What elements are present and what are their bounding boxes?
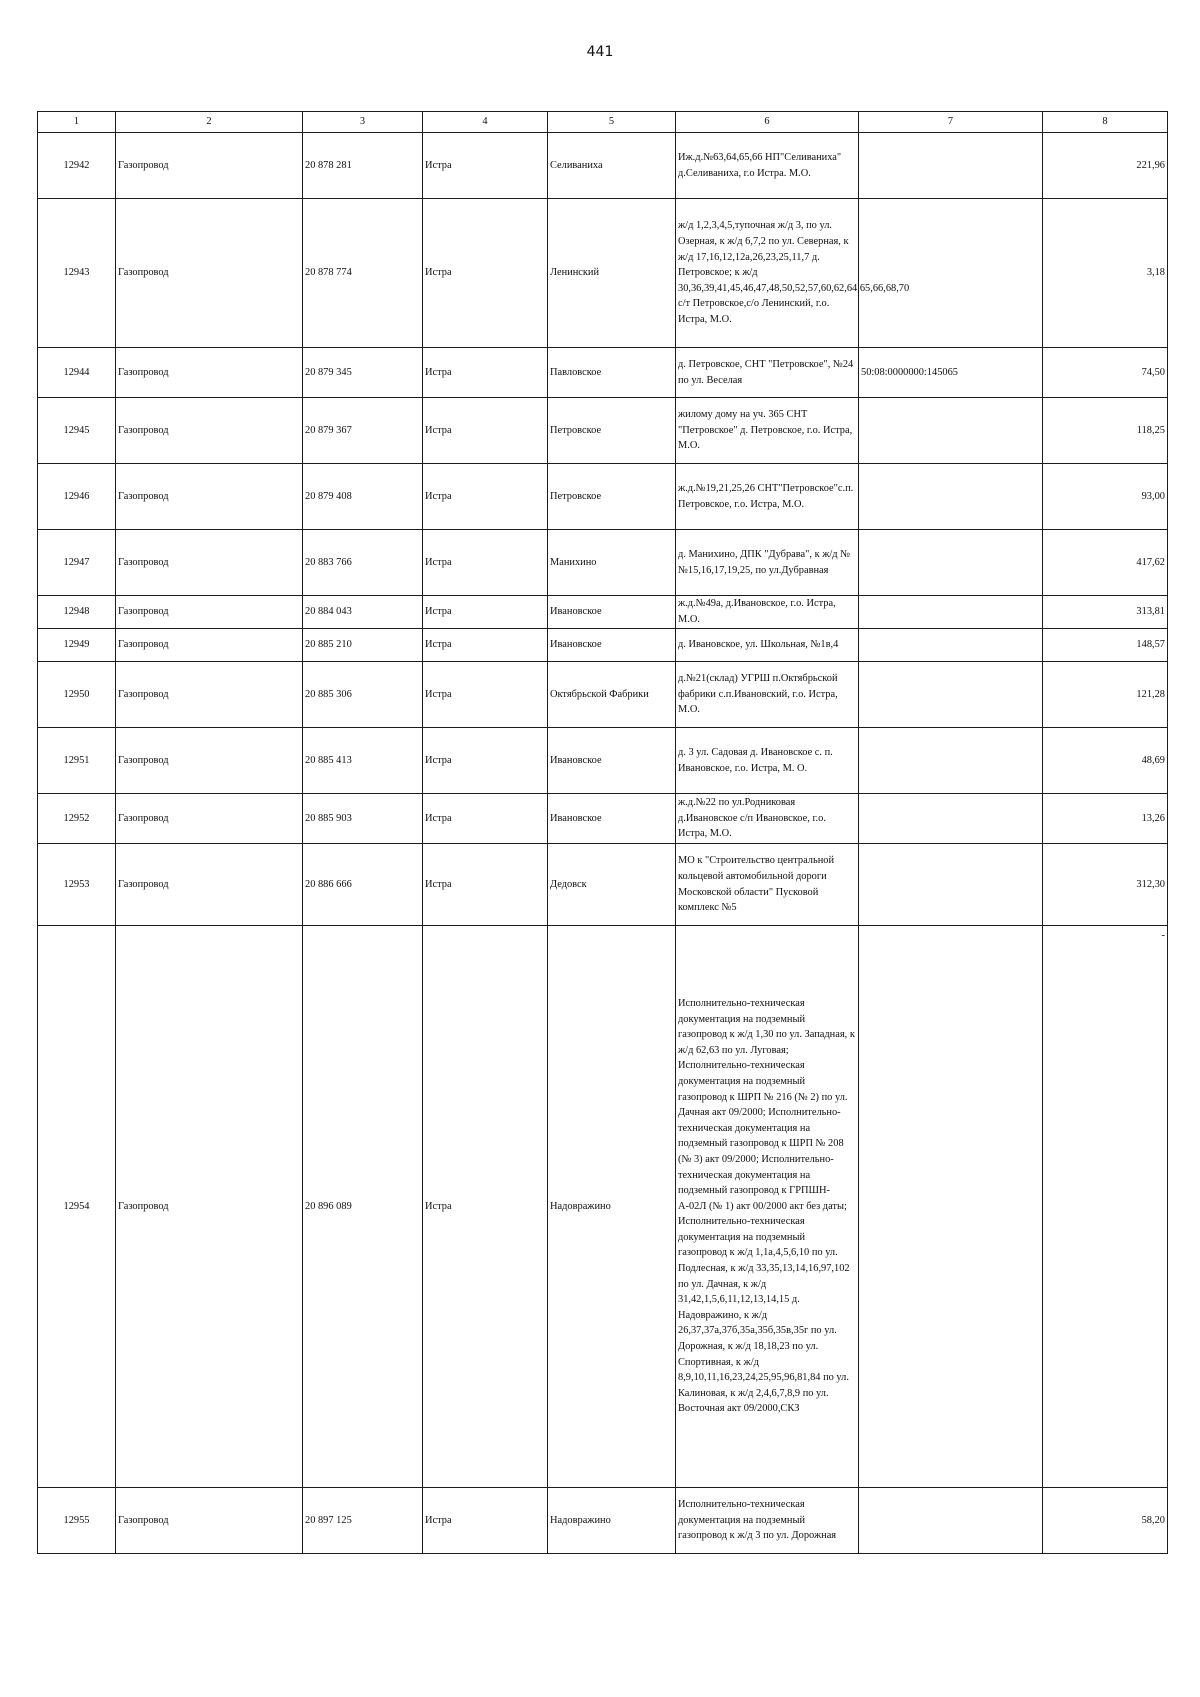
- cadastral-number: [859, 728, 1043, 794]
- row-id: 12954: [38, 926, 116, 1488]
- address: ж.д.№22 по ул.Родниковая д.Ивановское с/п Ивановское, г.о. Истра, М.О.: [676, 794, 859, 844]
- object-code: 20 885 306: [303, 662, 423, 728]
- object-code: 20 879 367: [303, 398, 423, 464]
- cadastral-number: [859, 596, 1043, 629]
- column-header-4: 4: [423, 112, 548, 133]
- cadastral-number: 50:08:0000000:145065: [859, 348, 1043, 398]
- length-value: -: [1043, 926, 1168, 1488]
- locality: Петровское: [548, 464, 676, 530]
- district: Истра: [423, 844, 548, 926]
- row-id: 12953: [38, 844, 116, 926]
- row-id: 12946: [38, 464, 116, 530]
- length-value: 417,62: [1043, 530, 1168, 596]
- length-value: 48,69: [1043, 728, 1168, 794]
- district: Истра: [423, 662, 548, 728]
- object-type: Газопровод: [116, 348, 303, 398]
- object-type: Газопровод: [116, 728, 303, 794]
- column-header-7: 7: [859, 112, 1043, 133]
- row-id: 12945: [38, 398, 116, 464]
- locality: Дедовск: [548, 844, 676, 926]
- address: д. Петровское, СНТ "Петровское", №24 по ул. Веселая: [676, 348, 859, 398]
- length-value: 13,26: [1043, 794, 1168, 844]
- column-header-2: 2: [116, 112, 303, 133]
- address: жилому дому на уч. 365 СНТ "Петровское" д. Петровское, г.о. Истра, М.О.: [676, 398, 859, 464]
- table-row: [38, 1488, 1168, 1554]
- object-type: Газопровод: [116, 530, 303, 596]
- cadastral-number: [859, 398, 1043, 464]
- district: Истра: [423, 794, 548, 844]
- district: Истра: [423, 530, 548, 596]
- cadastral-number: [859, 133, 1043, 199]
- object-code: 20 879 345: [303, 348, 423, 398]
- locality: Ивановское: [548, 794, 676, 844]
- address: Иж.д.№63,64,65,66 НП"Селиваниха" д.Селиваниха, г.о Истра. М.О.: [676, 133, 859, 199]
- length-value: 221,96: [1043, 133, 1168, 199]
- object-type: Газопровод: [116, 629, 303, 662]
- cadastral-number: [859, 662, 1043, 728]
- cadastral-number: [859, 794, 1043, 844]
- column-header-3: 3: [303, 112, 423, 133]
- address: Исполнительно-техническая документация на подземный газопровод к ж/д 1,30 по ул. Западная, к ж/д 62,63 по ул. Луговая; Исполнительно-техническая документация на подземный газопровод к ШРП № 216 (№ 2) по ул. Дачная акт 09/2000; Исполнительно-техническая документация на подземный газопровод к ШРП № 208 (№ 3) акт 09/2000; Исполнительно-техническая документация на подземный газопровод к ГРПШН-А-02Л (№ 1) акт 00/2000 акт без даты; Исполнительно-техническая документация на подземный газопровод к ж/д 1,1а,4,5,6,10 по ул. Подлесная, к ж/д 33,35,13,14,16,97,102 по ул. Дачная, к ж/д 31,42,1,5,6,11,12,13,14,15 д. Надовражино, к ж/д 26,37,37а,37б,35а,35б,35в,35г по ул. Дорожная, к ж/д 18,18,23 по ул. Спортивная, к ж/д 8,9,10,11,16,23,24,25,95,96,81,84 по ул. Калиновая, к ж/д 2,4,6,7,8,9 по ул. Восточная акт 09/2000,СКЗ: [676, 926, 859, 1488]
- address: Исполнительно-техническая документация на подземный газопровод к ж/д 3 по ул. Дорожная: [676, 1488, 859, 1554]
- table-row: [38, 728, 1168, 794]
- row-id: 12944: [38, 348, 116, 398]
- row-id: 12942: [38, 133, 116, 199]
- object-code: 20 896 089: [303, 926, 423, 1488]
- object-type: Газопровод: [116, 199, 303, 348]
- table-row: [38, 596, 1168, 629]
- object-code: 20 885 413: [303, 728, 423, 794]
- district: Истра: [423, 348, 548, 398]
- object-type: Газопровод: [116, 133, 303, 199]
- table-row: [38, 629, 1168, 662]
- object-type: Газопровод: [116, 662, 303, 728]
- object-type: Газопровод: [116, 398, 303, 464]
- district: Истра: [423, 1488, 548, 1554]
- object-type: Газопровод: [116, 844, 303, 926]
- object-code: 20 885 903: [303, 794, 423, 844]
- table-row: [38, 794, 1168, 844]
- object-type: Газопровод: [116, 926, 303, 1488]
- length-value: 74,50: [1043, 348, 1168, 398]
- locality: Ивановское: [548, 596, 676, 629]
- row-id: 12948: [38, 596, 116, 629]
- length-value: 312,30: [1043, 844, 1168, 926]
- locality: Ивановское: [548, 728, 676, 794]
- object-type: Газопровод: [116, 1488, 303, 1554]
- table-row: [38, 133, 1168, 199]
- table-row: [38, 398, 1168, 464]
- length-value: 93,00: [1043, 464, 1168, 530]
- district: Истра: [423, 199, 548, 348]
- object-code: 20 879 408: [303, 464, 423, 530]
- locality: Надовражино: [548, 926, 676, 1488]
- cadastral-number: [859, 926, 1043, 1488]
- object-code: 20 878 774: [303, 199, 423, 348]
- address: МО к "Строительство центральной кольцевой автомобильной дороги Московской области" Пусковой комплекс №5: [676, 844, 859, 926]
- object-code: 20 878 281: [303, 133, 423, 199]
- cadastral-number: [859, 464, 1043, 530]
- cadastral-number: [859, 629, 1043, 662]
- locality: Петровское: [548, 398, 676, 464]
- object-code: 20 897 125: [303, 1488, 423, 1554]
- district: Истра: [423, 464, 548, 530]
- object-type: Газопровод: [116, 596, 303, 629]
- table-row: [38, 464, 1168, 530]
- cadastral-number: [859, 844, 1043, 926]
- length-value: 121,28: [1043, 662, 1168, 728]
- locality: Павловское: [548, 348, 676, 398]
- column-header-6: 6: [676, 112, 859, 133]
- length-value: 148,57: [1043, 629, 1168, 662]
- column-header-1: 1: [38, 112, 116, 133]
- table-row: [38, 348, 1168, 398]
- column-header-8: 8: [1043, 112, 1168, 133]
- table-row: [38, 199, 1168, 348]
- header-row: [38, 112, 1168, 133]
- locality: Ленинский: [548, 199, 676, 348]
- table-row: [38, 662, 1168, 728]
- locality: Ивановское: [548, 629, 676, 662]
- table-row: [38, 926, 1168, 1488]
- cadastral-number: [859, 199, 1043, 348]
- address: ж/д 1,2,3,4,5,тупочная ж/д 3, по ул. Озерная, к ж/д 6,7,2 по ул. Северная, к ж/д 17,16,12,12а,26,23,25,11,7 д. Петровское; к ж/д 30,36,39,41,45,46,47,48,50,52,57,60,62,64,65,66,68,70 с/т Петровское,с/о Ленинский, г.о. Истра, М.О.: [676, 199, 859, 348]
- cadastral-number: [859, 530, 1043, 596]
- page-number: 441: [586, 44, 614, 60]
- district: Истра: [423, 398, 548, 464]
- row-id: 12949: [38, 629, 116, 662]
- district: Истра: [423, 596, 548, 629]
- address: д.№21(склад) УГРШ п.Октябрьской фабрики с.п.Ивановский, г.о. Истра, М.О.: [676, 662, 859, 728]
- length-value: 58,20: [1043, 1488, 1168, 1554]
- table-row: [38, 844, 1168, 926]
- address: д. Ивановское, ул. Школьная, №1в,4: [676, 629, 859, 662]
- object-type: Газопровод: [116, 464, 303, 530]
- object-code: 20 886 666: [303, 844, 423, 926]
- locality: Селиваниха: [548, 133, 676, 199]
- row-id: 12947: [38, 530, 116, 596]
- district: Истра: [423, 629, 548, 662]
- object-type: Газопровод: [116, 794, 303, 844]
- locality: Манихино: [548, 530, 676, 596]
- row-id: 12952: [38, 794, 116, 844]
- district: Истра: [423, 926, 548, 1488]
- row-id: 12950: [38, 662, 116, 728]
- length-value: 118,25: [1043, 398, 1168, 464]
- address: ж.д.№49а, д.Ивановское, г.о. Истра, М.О.: [676, 596, 859, 629]
- address: ж.д.№19,21,25,26 СНТ"Петровское"с.п. Петровское, г.о. Истра, М.О.: [676, 464, 859, 530]
- address: д. Манихино, ДПК "Дубрава", к ж/д №№15,16,17,19,25, по ул.Дубравная: [676, 530, 859, 596]
- cadastral-number: [859, 1488, 1043, 1554]
- district: Истра: [423, 728, 548, 794]
- object-code: 20 885 210: [303, 629, 423, 662]
- column-header-5: 5: [548, 112, 676, 133]
- length-value: 313,81: [1043, 596, 1168, 629]
- row-id: 12955: [38, 1488, 116, 1554]
- object-code: 20 883 766: [303, 530, 423, 596]
- length-value: 3,18: [1043, 199, 1168, 348]
- object-code: 20 884 043: [303, 596, 423, 629]
- register-table: [37, 111, 1168, 1554]
- district: Истра: [423, 133, 548, 199]
- locality: Октябрьской Фабрики: [548, 662, 676, 728]
- locality: Надовражино: [548, 1488, 676, 1554]
- row-id: 12951: [38, 728, 116, 794]
- table-row: [38, 530, 1168, 596]
- address: д. 3 ул. Садовая д. Ивановское с. п. Ивановское, г.о. Истра, М. О.: [676, 728, 859, 794]
- row-id: 12943: [38, 199, 116, 348]
